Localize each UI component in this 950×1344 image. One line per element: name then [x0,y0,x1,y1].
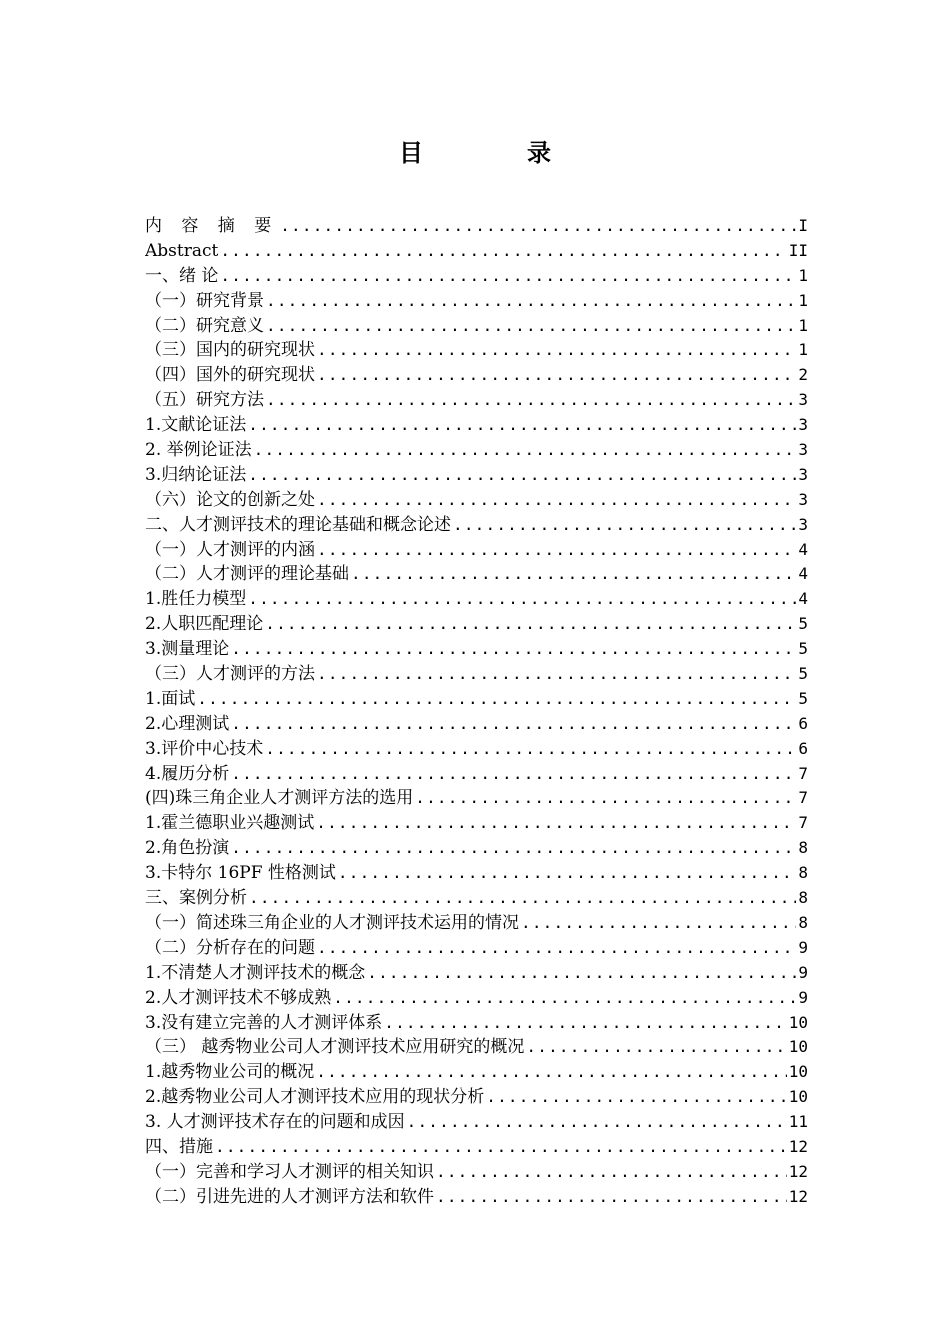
toc-entry-page: 4 [798,564,808,584]
toc-entry[interactable] [145,687,808,712]
toc-leader-dots [248,587,796,612]
toc-entry[interactable] [145,712,808,737]
toc-entry-page: 8 [798,838,808,858]
toc-entry[interactable] [145,886,808,911]
toc-entry-page: 3 [798,464,808,484]
toc-entry-text: 2. 举例论证法 [145,440,252,461]
toc-entry-page: 4 [798,539,808,559]
toc-entry-page: 4 [798,589,808,609]
toc-entry-text: 4.履历分析 [145,763,230,784]
toc-entry-page: 3 [798,440,808,460]
toc-entry-page: 1 [798,290,808,310]
toc-entry[interactable] [145,762,808,787]
toc-entry-text: （一）人才测评的内涵 [145,539,315,560]
toc-entry-page: 1 [798,265,808,285]
toc-entry[interactable] [145,314,808,339]
toc-entry-text: 1.面试 [145,688,196,709]
toc-entry[interactable] [145,986,808,1011]
toc-entry[interactable] [145,239,808,264]
toc-entry-text: 3.测量理论 [145,639,230,660]
toc-entry-page: 8 [798,888,808,908]
toc-entry-text: （二）引进先进的人才测评方法和软件 [145,1186,434,1207]
toc-leader-dots [317,338,796,363]
toc-leader-dots [265,737,796,762]
toc-entry-text: （二）分析存在的问题 [145,937,315,958]
toc-entry[interactable] [145,1035,808,1060]
toc-entry-text: 2.心理测试 [145,713,230,734]
toc-leader-dots [266,314,796,339]
toc-entry[interactable] [145,538,808,563]
toc-leader-dots [526,1035,786,1060]
toc-entry[interactable] [145,264,808,289]
toc-entry-page: 8 [798,863,808,883]
toc-entry-text: （四）国外的研究现状 [145,365,315,386]
toc-entry-page: 10 [788,1062,808,1082]
toc-leader-dots [436,1185,787,1210]
toc-leader-dots [317,538,796,563]
toc-entry[interactable] [145,637,808,662]
toc-leader-dots [249,886,796,911]
toc-entry[interactable] [145,1085,808,1110]
toc-entry[interactable] [145,438,808,463]
toc-entry-text: 2.人职匹配理论 [145,614,264,635]
toc-entry-text: 一、绪 论 [145,265,219,286]
toc-entry-text: （二）人才测评的理论基础 [145,564,349,585]
toc-leader-dots [317,488,796,513]
toc-entry-text: （三）国内的研究现状 [145,340,315,361]
toc-leader-dots [521,911,796,936]
toc-entry-text: （一）简述珠三角企业的人才测评技术运用的情况 [145,912,519,933]
toc-entry[interactable] [145,513,808,538]
toc-entry-page: 10 [788,1087,808,1107]
toc-entry-page: 6 [798,713,808,733]
toc-leader-dots [265,612,796,637]
toc-entry-page: 7 [798,788,808,808]
toc-leader-dots [333,986,796,1011]
toc-entry-page: 11 [788,1112,808,1132]
toc-entry-page: 3 [798,390,808,410]
toc-entry-text: 1.霍兰德职业兴趣测试 [145,813,315,834]
toc-entry[interactable] [145,836,808,861]
toc-leader-dots [317,662,796,687]
toc-leader-dots [280,214,796,239]
toc-leader-dots [384,1011,787,1036]
toc-leader-dots [338,861,796,886]
toc-leader-dots [316,811,796,836]
toc-entry[interactable] [145,861,808,886]
toc-list [145,214,808,1210]
toc-entry-page: 12 [788,1186,808,1206]
toc-leader-dots [215,1135,787,1160]
toc-entry-text: 1.不清楚人才测评技术的概念 [145,962,366,983]
toc-entry[interactable] [145,786,808,811]
toc-entry-text: 3.评价中心技术 [145,738,264,759]
toc-entry[interactable] [145,488,808,513]
toc-entry[interactable] [145,289,808,314]
toc-leader-dots [317,363,796,388]
toc-entry-text: 三、案例分析 [145,888,247,909]
toc-entry[interactable] [145,1011,808,1036]
toc-entry-page: 6 [798,738,808,758]
toc-entry-page: 3 [798,415,808,435]
toc-entry-page: 7 [798,763,808,783]
toc-entry-text: Abstract [145,240,219,261]
toc-entry-page: 9 [798,987,808,1007]
toc-entry[interactable] [145,811,808,836]
toc-entry-page: 1 [798,315,808,335]
toc-leader-dots [436,1160,787,1185]
toc-entry-page: 5 [798,614,808,634]
toc-entry-page: 2 [798,365,808,385]
toc-entry-text: （五）研究方法 [145,390,264,411]
toc-entry[interactable] [145,1060,808,1085]
toc-entry-text: 3.没有建立完善的人才测评体系 [145,1012,383,1033]
toc-entry[interactable] [145,338,808,363]
toc-entry-page: 5 [798,688,808,708]
toc-entry-text: 二、人才测评技术的理论基础和概念论述 [145,514,451,535]
toc-leader-dots [220,264,796,289]
toc-entry-text: 内 容 摘 要 [145,216,279,236]
toc-entry-page: 8 [798,912,808,932]
toc-entry-text: （一）完善和学习人才测评的相关知识 [145,1161,434,1182]
toc-entry-text: 四、措施 [145,1136,213,1157]
toc-entry[interactable] [145,612,808,637]
toc-entry[interactable] [145,737,808,762]
toc-leader-dots [415,786,796,811]
toc-leader-dots [248,463,796,488]
toc-entry-text: 1.胜任力模型 [145,589,247,610]
toc-entry-text: （三）人才测评的方法 [145,664,315,685]
toc-entry[interactable] [145,413,808,438]
toc-entry[interactable] [145,562,808,587]
toc-entry-text: 3.归纳论证法 [145,464,247,485]
toc-entry-page: 3 [798,514,808,534]
toc-leader-dots [266,289,796,314]
toc-leader-dots [231,712,796,737]
toc-entry[interactable] [145,936,808,961]
toc-entry-page: 5 [798,639,808,659]
toc-leader-dots [231,637,796,662]
toc-entry-text: 1.越秀物业公司的概况 [145,1062,315,1083]
toc-leader-dots [351,562,796,587]
toc-leader-dots [231,836,796,861]
toc-leader-dots [317,936,796,961]
toc-entry-text: 2.角色扮演 [145,838,230,859]
toc-entry-page: 9 [798,937,808,957]
toc-entry-text: （一）研究背景 [145,290,264,311]
toc-entry[interactable] [145,1185,808,1210]
toc-leader-dots [453,513,796,538]
toc-entry-text: （三） 越秀物业公司人才测评技术应用研究的概况 [145,1037,525,1058]
toc-leader-dots [254,438,797,463]
toc-entry-text: (四)珠三角企业人才测评方法的选用 [145,788,414,809]
toc-entry-text: 1.文献论证法 [145,415,247,436]
toc-entry[interactable] [145,587,808,612]
toc-leader-dots [197,687,796,712]
toc-entry-page: 3 [798,489,808,509]
toc-entry-page: I [798,216,808,235]
toc-entry-page: 7 [798,813,808,833]
toc-entry[interactable] [145,1135,808,1160]
toc-entry-page: 12 [788,1136,808,1156]
toc-entry[interactable] [145,214,808,239]
toc-entry[interactable] [145,1110,808,1135]
toc-entry-page: 9 [798,962,808,982]
toc-entry-page: 12 [788,1161,808,1181]
toc-entry[interactable] [145,463,808,488]
toc-entry-text: （六）论文的创新之处 [145,489,315,510]
toc-entry[interactable] [145,388,808,413]
toc-title: 目 录 [399,139,591,167]
toc-entry[interactable] [145,1160,808,1185]
toc-entry-text: （二）研究意义 [145,315,264,336]
toc-entry-page: 10 [788,1012,808,1032]
toc-leader-dots [407,1110,787,1135]
toc-entry[interactable] [145,911,808,936]
toc-entry-text: 2.越秀物业公司人才测评技术应用的现状分析 [145,1087,485,1108]
toc-entry-page: 1 [798,340,808,360]
toc-entry-page: II [788,240,808,260]
toc-leader-dots [220,239,786,264]
toc-leader-dots [486,1085,787,1110]
toc-leader-dots [266,388,796,413]
toc-entry-text: 3. 人才测评技术存在的问题和成因 [145,1112,405,1133]
toc-leader-dots [231,762,796,787]
toc-leader-dots [316,1060,787,1085]
toc-entry-text: 3.卡特尔 16PF 性格测试 [145,863,336,884]
toc-entry[interactable] [145,363,808,388]
toc-entry[interactable] [145,662,808,687]
toc-entry[interactable] [145,961,808,986]
toc-leader-dots [248,413,796,438]
toc-entry-page: 10 [788,1037,808,1057]
toc-entry-page: 5 [798,664,808,684]
toc-entry-text: 2.人才测评技术不够成熟 [145,987,332,1008]
toc-leader-dots [367,961,796,986]
